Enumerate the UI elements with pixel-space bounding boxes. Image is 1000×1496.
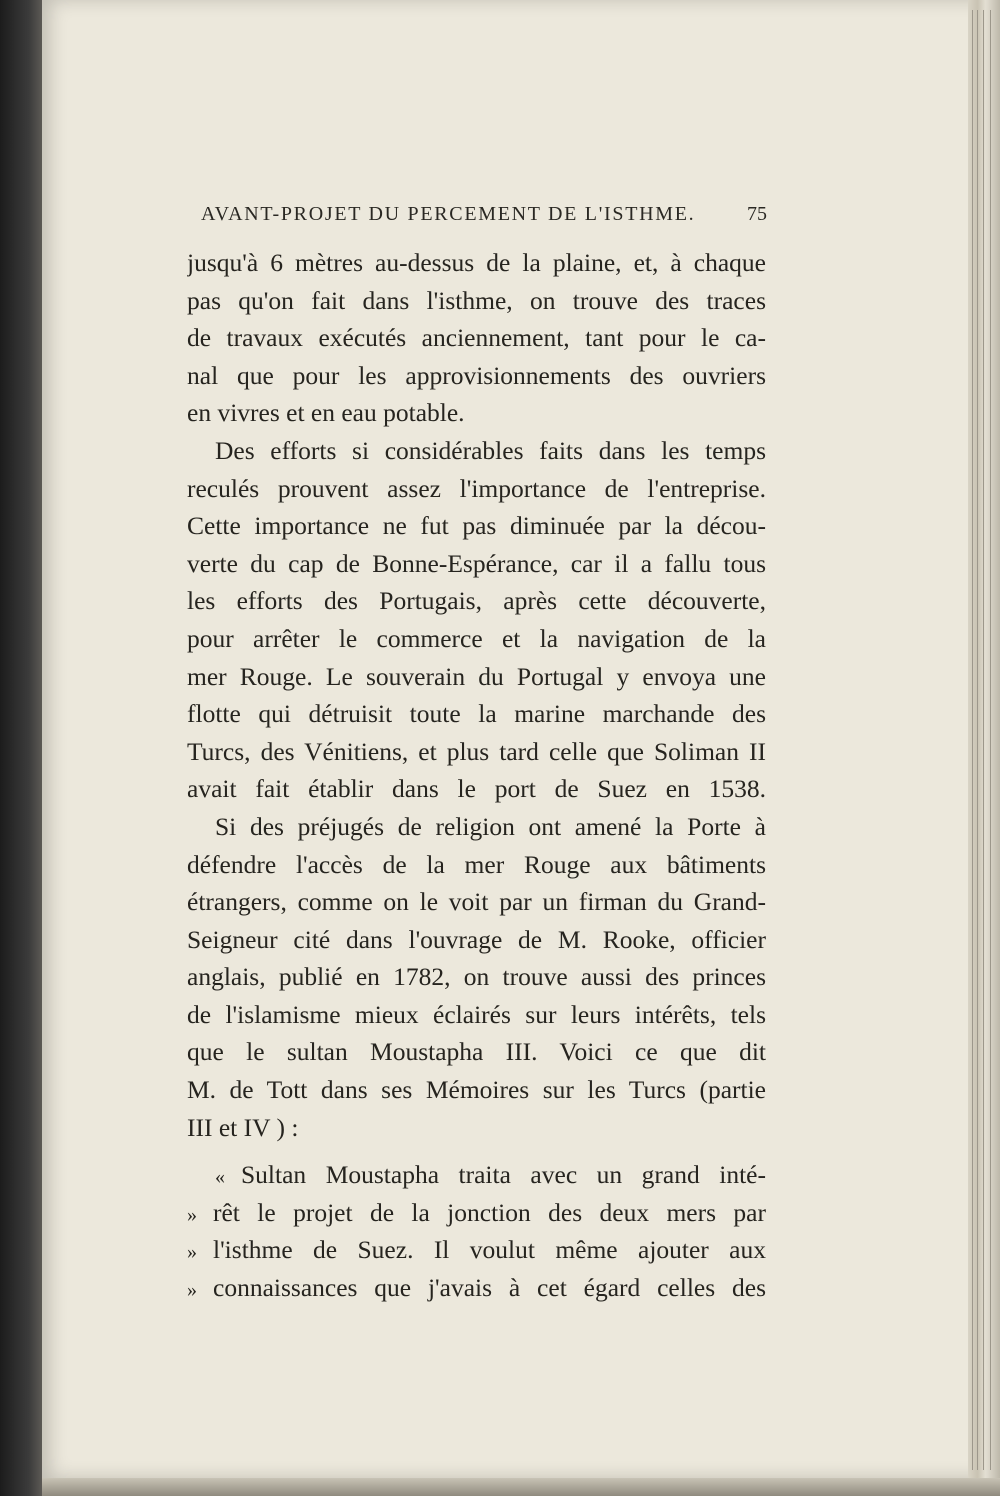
text-line: pour arrêter le commerce et la navigation de la [187, 623, 766, 653]
page-number: 75 [747, 203, 767, 225]
text-line: les efforts des Portugais, après cette découverte, [187, 586, 766, 616]
book-spine [0, 0, 48, 1496]
text-line: jusqu'à 6 mètres au-dessus de la plaine, et, à chaque [187, 248, 766, 277]
text-line: anglais, publié en 1782, on trouve aussi des princes [187, 962, 766, 992]
text-line: flotte qui détruisit toute la marine marchande des [187, 699, 766, 729]
open-quote-mark: « [215, 1166, 225, 1189]
quote-text: connaissances que j'avais à cet égard celles des [213, 1273, 766, 1303]
quote-line [187, 1194, 766, 1232]
text-line: reculés prouvent assez l'importance de l'entreprise. [187, 473, 766, 503]
quote-line [187, 1156, 766, 1194]
text-line: de l'islamisme mieux éclairés sur leurs intérêts, tels [187, 999, 766, 1029]
text-line: Turcs, des Vénitiens, et plus tard celle que Soliman II [187, 736, 766, 766]
text-line: avait fait établir dans le port de Suez en 1538. [187, 774, 766, 804]
running-head [201, 203, 767, 233]
page-edge-line [983, 10, 984, 1470]
page-bottom-edge [42, 1478, 1000, 1496]
quote-text: Sultan Moustapha traita avec un grand inté- [241, 1160, 766, 1190]
paragraph-first-line: Si des préjugés de religion ont amené la Porte à [215, 811, 766, 841]
quote-line [187, 1269, 766, 1307]
text-line: étrangers, comme on le voit par un firman du Grand- [187, 887, 766, 917]
continuation-quote-mark: » [187, 1241, 197, 1264]
text-line: nal que pour les approvisionnements des ouvriers [187, 360, 766, 390]
text-line: défendre l'accès de la mer Rouge aux bâtiments [187, 849, 766, 879]
page-edge-line [977, 10, 978, 1470]
text-line: que le sultan Moustapha III. Voici ce que dit [187, 1037, 766, 1067]
text-line: mer Rouge. Le souverain du Portugal y envoya une [187, 661, 766, 691]
text-line: de travaux exécutés anciennement, tant pour le ca- [187, 323, 766, 353]
body-text [187, 244, 766, 1307]
quote-text: l'isthme de Suez. Il voulut même ajouter aux [213, 1235, 766, 1265]
continuation-quote-mark: » [187, 1279, 197, 1302]
page-edge-line [990, 10, 991, 1470]
text-line: M. de Tott dans ses Mémoires sur les Turcs (partie [187, 1075, 766, 1105]
quote-text: rêt le projet de la jonction des deux mers par [213, 1197, 766, 1227]
page-edges [968, 0, 1000, 1496]
running-head-title: AVANT-PROJET DU PERCEMENT DE L'ISTHME. [201, 203, 696, 225]
paragraph-first-line: Des efforts si considérables faits dans les temps [215, 435, 766, 465]
text-line: verte du cap de Bonne-Espérance, car il a fallu tous [187, 548, 766, 578]
text-line: Cette importance ne fut pas diminuée par la décou- [187, 511, 766, 541]
text-line: III et IV ) : [187, 1112, 299, 1142]
page-edge-line [972, 10, 973, 1470]
text-line: pas qu'on fait dans l'isthme, on trouve des traces [187, 285, 766, 315]
quote-line [187, 1231, 766, 1269]
text-line: en vivres et en eau potable. [187, 398, 465, 428]
continuation-quote-mark: » [187, 1203, 197, 1226]
text-line: Seigneur cité dans l'ouvrage de M. Rooke, officier [187, 924, 766, 954]
